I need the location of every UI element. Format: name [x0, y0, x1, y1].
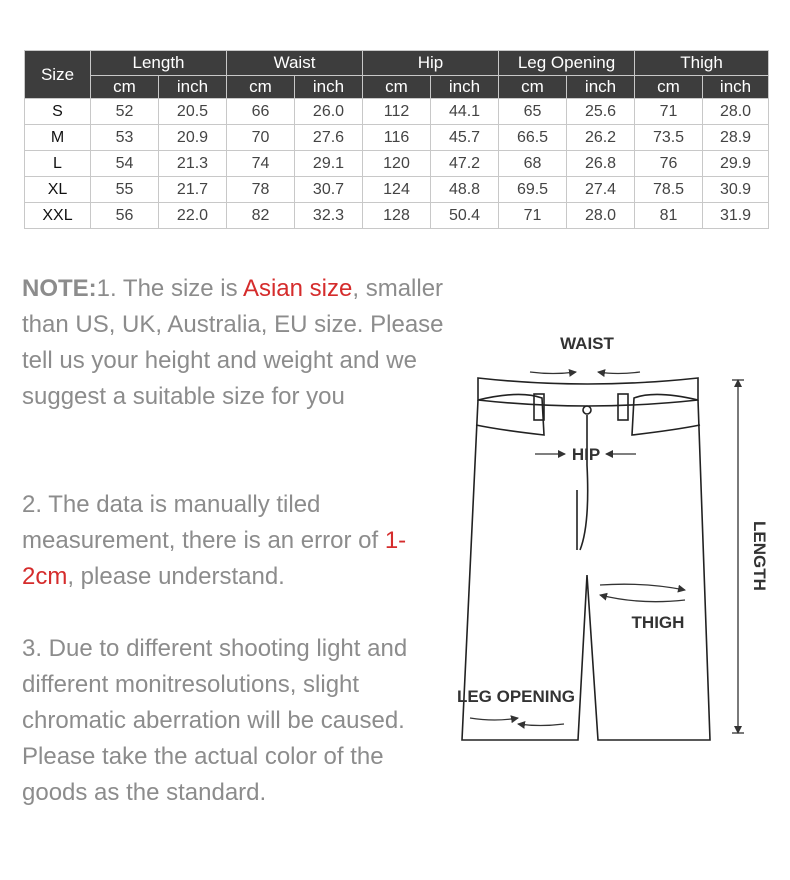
measurement-cell: 73.5 — [635, 125, 703, 151]
measurement-cell: 26.0 — [295, 99, 363, 125]
measurement-cell: 78 — [227, 177, 295, 203]
measurement-cell: 81 — [635, 203, 703, 229]
table-row — [25, 125, 769, 151]
measurement-cell: 54 — [91, 151, 159, 177]
header-unit-row — [25, 76, 769, 99]
unit-header: cm — [363, 76, 431, 99]
measurement-cell: 31.9 — [703, 203, 769, 229]
unit-header: cm — [91, 76, 159, 99]
note-1-text-a: 1. The size is — [96, 275, 243, 302]
unit-header: cm — [499, 76, 567, 99]
measurement-cell: 124 — [363, 177, 431, 203]
measurement-cell: 28.0 — [567, 203, 635, 229]
shorts-outline — [462, 378, 710, 740]
header-group-row — [25, 51, 769, 76]
measurement-cell: 71 — [499, 203, 567, 229]
measurement-cell: 48.8 — [431, 177, 499, 203]
measurement-cell: 71 — [635, 99, 703, 125]
measurement-cell: 29.9 — [703, 151, 769, 177]
note-3-text: 3. Due to different shooting light and different monitresolutions, slight chromatic aberration will be caused. Please take the actual color of the goods as the standard. — [22, 635, 408, 806]
measurement-cell: 27.4 — [567, 177, 635, 203]
measurement-cell: 50.4 — [431, 203, 499, 229]
measurement-cell: 55 — [91, 177, 159, 203]
measurement-cell: 69.5 — [499, 177, 567, 203]
measurement-cell: 70 — [227, 125, 295, 151]
group-header-hip: Hip — [363, 51, 499, 76]
unit-header: inch — [431, 76, 499, 99]
leg-opening-label: LEG OPENING — [456, 687, 576, 706]
size-cell: L — [25, 151, 91, 177]
measurement-cell: 47.2 — [431, 151, 499, 177]
unit-header: inch — [567, 76, 635, 99]
unit-header: cm — [635, 76, 703, 99]
note-3 — [22, 631, 452, 811]
shorts-measurement-diagram — [440, 320, 780, 760]
measurement-cell: 28.0 — [703, 99, 769, 125]
size-cell: M — [25, 125, 91, 151]
measurement-cell: 82 — [227, 203, 295, 229]
group-header-length: Length — [91, 51, 227, 76]
measurement-cell: 20.5 — [159, 99, 227, 125]
measurement-cell: 76 — [635, 151, 703, 177]
error-range-highlight: 1-2cm — [22, 527, 407, 590]
measurement-cell: 116 — [363, 125, 431, 151]
measurement-cell: 112 — [363, 99, 431, 125]
note-2-text-b: , please understand. — [67, 563, 285, 590]
measurement-cell: 45.7 — [431, 125, 499, 151]
measurement-cell: 68 — [499, 151, 567, 177]
measurement-cell: 128 — [363, 203, 431, 229]
hip-label: HIP — [571, 445, 601, 464]
note-2-text-a: 2. The data is manually tiled measurement, there is an error of — [22, 491, 385, 554]
table-row — [25, 151, 769, 177]
size-cell: XL — [25, 177, 91, 203]
size-header: Size — [25, 51, 91, 99]
measurement-cell: 56 — [91, 203, 159, 229]
length-label: LENGTH — [750, 521, 769, 591]
size-cell: XXL — [25, 203, 91, 229]
group-header-waist: Waist — [227, 51, 363, 76]
measurement-cell: 22.0 — [159, 203, 227, 229]
waist-label: WAIST — [560, 334, 614, 353]
size-cell: S — [25, 99, 91, 125]
table-row — [25, 99, 769, 125]
note-label: NOTE: — [22, 275, 97, 302]
measurement-cell: 78.5 — [635, 177, 703, 203]
measurement-cell: 28.9 — [703, 125, 769, 151]
unit-header: inch — [159, 76, 227, 99]
measurement-cell: 21.7 — [159, 177, 227, 203]
unit-header: inch — [295, 76, 363, 99]
measurement-cell: 65 — [499, 99, 567, 125]
measurement-cell: 120 — [363, 151, 431, 177]
table-row — [25, 203, 769, 229]
measurement-cell: 32.3 — [295, 203, 363, 229]
size-table-body — [25, 99, 769, 229]
asian-size-highlight: Asian size — [242, 275, 353, 302]
measurement-cell: 20.9 — [159, 125, 227, 151]
group-header-thigh: Thigh — [635, 51, 769, 76]
table-row — [25, 177, 769, 203]
measurement-cell: 44.1 — [431, 99, 499, 125]
unit-header: inch — [703, 76, 769, 99]
size-chart-table — [24, 50, 769, 229]
measurement-cell: 26.2 — [567, 125, 635, 151]
note-1-text-b: , smaller than US, UK, Australia, EU size. Please tell us your height and weight and we suggest a suitable size for you — [22, 275, 444, 410]
measurement-cell: 29.1 — [295, 151, 363, 177]
measurement-cell: 26.8 — [567, 151, 635, 177]
measurement-cell: 66.5 — [499, 125, 567, 151]
note-2 — [22, 487, 452, 595]
group-header-leg-opening: Leg Opening — [499, 51, 635, 76]
measurement-cell: 53 — [91, 125, 159, 151]
measurement-cell: 30.9 — [703, 177, 769, 203]
measurement-cell: 30.7 — [295, 177, 363, 203]
measurement-cell: 52 — [91, 99, 159, 125]
measurement-cell: 27.6 — [295, 125, 363, 151]
measurement-cell: 25.6 — [567, 99, 635, 125]
measurement-cell: 66 — [227, 99, 295, 125]
thigh-label: THIGH — [631, 613, 685, 632]
note-1 — [22, 271, 452, 415]
measurement-cell: 74 — [227, 151, 295, 177]
measurement-cell: 21.3 — [159, 151, 227, 177]
unit-header: cm — [227, 76, 295, 99]
